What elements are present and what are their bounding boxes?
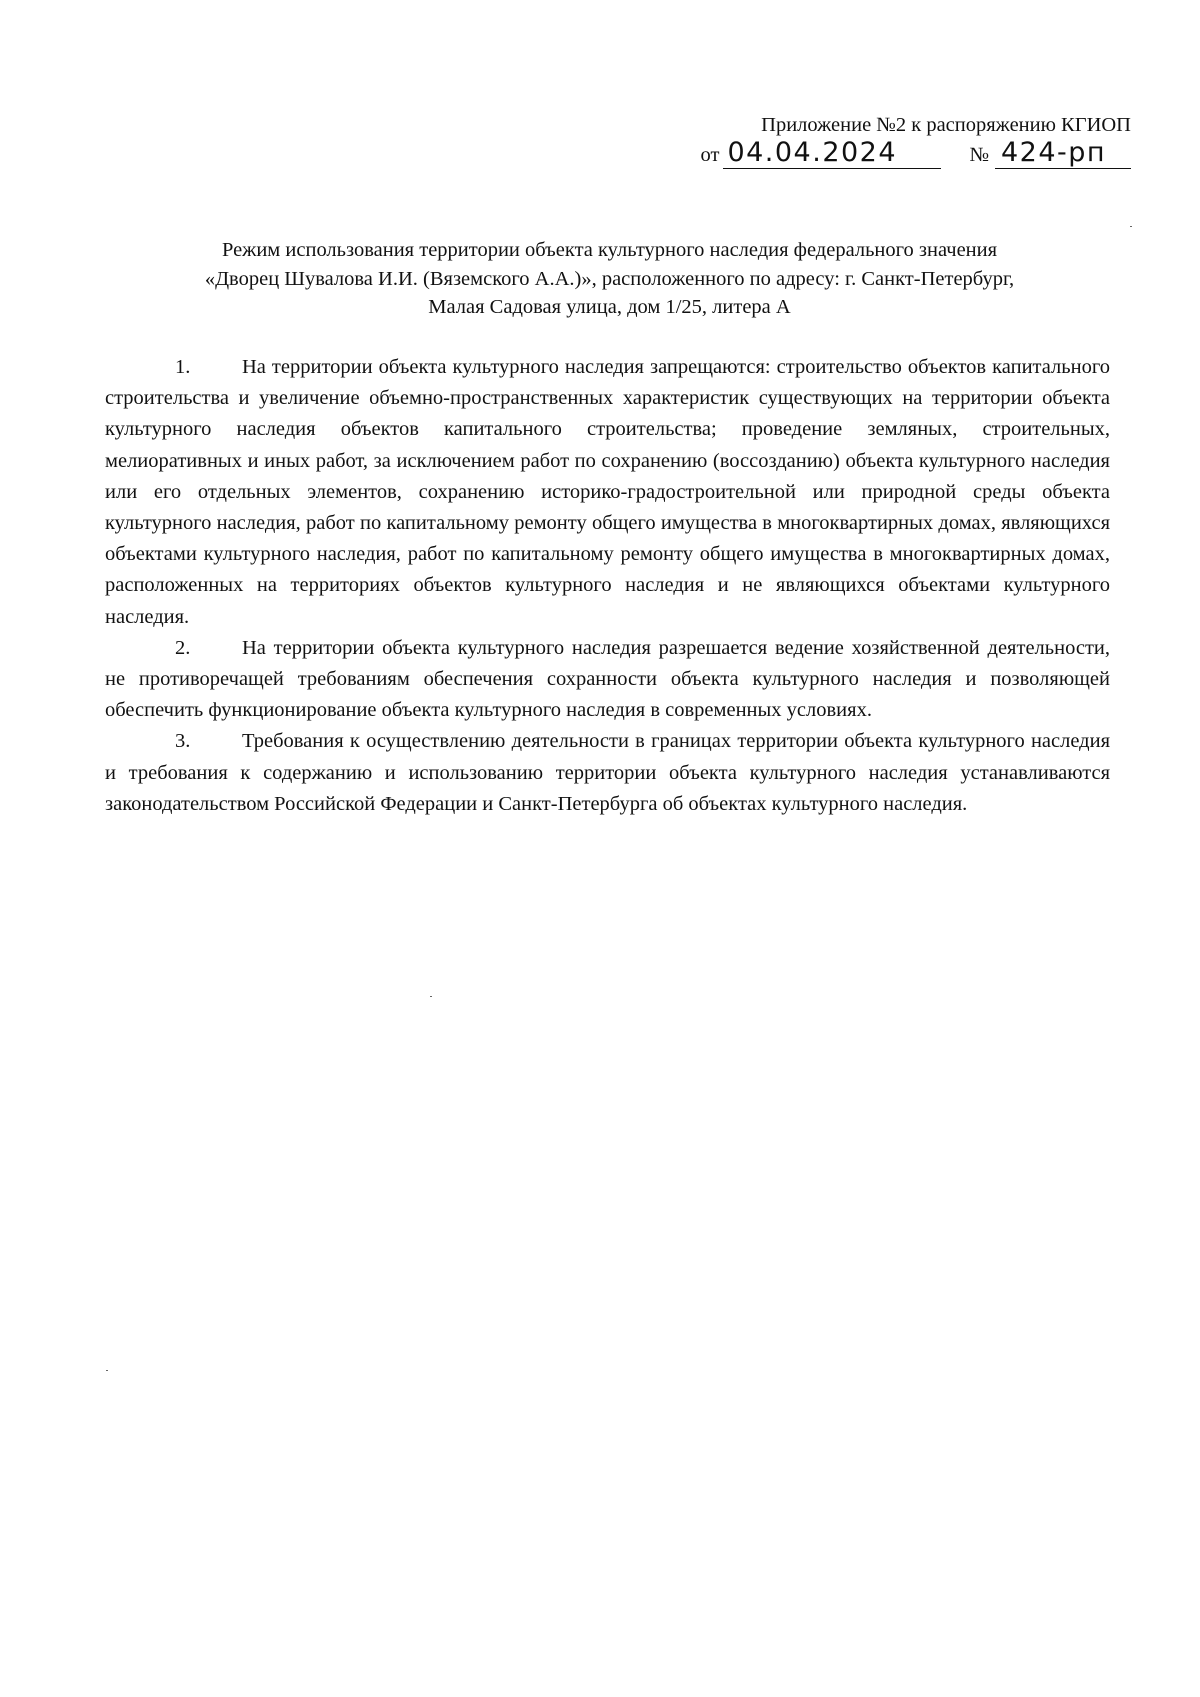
scan-speck	[1130, 226, 1132, 227]
document-body	[105, 352, 1110, 820]
paragraph-number: 1.	[175, 356, 191, 378]
title-line-1: Режим использования территории объекта культурного наследия федерального значения	[221, 239, 998, 261]
scan-speck	[106, 1370, 108, 1371]
order-number-field	[995, 137, 1131, 169]
date-prefix: от	[700, 144, 720, 166]
paragraph-3	[105, 726, 1110, 820]
scan-speck	[430, 996, 432, 997]
paragraph-2	[105, 633, 1110, 727]
appendix-header	[671, 112, 1131, 169]
order-date-field	[723, 137, 941, 169]
title-line-3: Малая Садовая улица, дом 1/25, литера А	[428, 296, 791, 318]
paragraph-number: 3.	[175, 730, 191, 753]
order-date-number-line	[671, 137, 1131, 169]
title-line-2: «Дворец Шувалова И.И. (Вяземского А.А.)», расположенного по адресу: г. Санкт-Петербург,	[204, 267, 1015, 290]
order-number: 424-рп	[1001, 137, 1107, 168]
order-date: 04.04.2024	[727, 137, 898, 168]
number-prefix: №	[969, 144, 989, 166]
paragraph-number: 2.	[175, 636, 191, 659]
paragraph-1	[105, 352, 1110, 633]
document-title	[112, 236, 1107, 322]
appendix-reference: Приложение №2 к распоряжению КГИОП	[761, 114, 1131, 136]
paragraph-text: На территории объекта культурного наследия запрещаются: строительство объектов капитального строительства и увеличение объемно-пространственных характеристик существующих на территории объекта культурного наследия объектов капитального строительства; проведение земляных, строительных, мелиоративных и иных работ, за исключением работ по сохранению (воссозданию) объекта культурного наследия или его отдельных элементов, сохранению историко-градостроительной или природной среды объекта культурного наследия, работ по капитальному ремонту общего имущества в многоквартирных домах, являющихся объектами культурного наследия, работ по капитальному ремонту общего имущества в многоквартирных домах, расположенных на территориях объектов культурного наследия и не являющихся объектами культурного наследия.	[105, 356, 1110, 628]
paragraph-text: Требования к осуществлению деятельности в границах территории объекта культурного наследия и требования к содержанию и использованию территории объекта культурного наследия устанавливаются законодательством Российской Федерации и Санкт-Петербурга об объектах культурного наследия.	[105, 730, 1110, 815]
paragraph-text: На территории объекта культурного наследия разрешается ведение хозяйственной деятельности, не противоречащей требованиям обеспечения сохранности объекта культурного наследия и позволяющей обеспечить функционирование объекта культурного наследия в современных условиях.	[105, 636, 1110, 722]
